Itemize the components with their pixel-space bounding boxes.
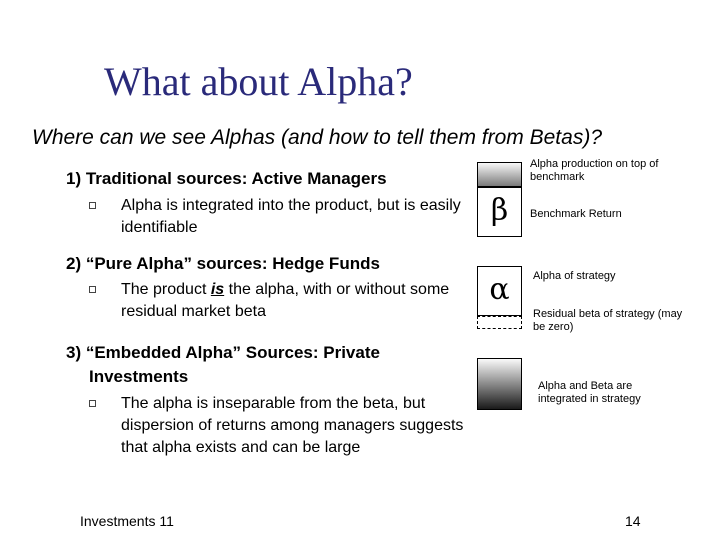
section-2-bullet <box>121 279 466 323</box>
page-number: 14 <box>625 513 641 529</box>
label-benchmark: Benchmark Return <box>530 208 622 220</box>
label-alpha-top: Alpha production on top of benchmark <box>530 158 659 183</box>
integrated-gradient-box <box>477 358 522 410</box>
beta-box <box>477 187 522 237</box>
slide-subtitle: Where can we see Alphas (and how to tell them from Betas)? <box>32 126 602 149</box>
section-3-heading-line-2: Investments <box>89 367 189 386</box>
alpha-box <box>477 266 522 316</box>
section-1-heading: 1) Traditional sources: Active Managers <box>66 169 387 188</box>
label-residual-beta: Residual beta of strategy (may be zero) <box>533 308 683 333</box>
section-3-heading-line-1: 3) “Embedded Alpha” Sources: Private <box>66 343 380 362</box>
footer-course: Investments 11 <box>80 513 174 529</box>
slide-title: What about Alpha? <box>104 59 413 104</box>
label-alpha-strategy: Alpha of strategy <box>533 270 616 282</box>
section-2-bullet-text-post: the alpha, with or without some residual market beta <box>121 281 450 320</box>
section-2-heading: 2) “Pure Alpha” sources: Hedge Funds <box>66 254 380 273</box>
residual-beta-box <box>477 316 522 329</box>
section-2-bullet-text-pre: The product <box>121 281 211 298</box>
section-1-bullet-text: Alpha is integrated into the product, but is easily identifiable <box>121 197 461 236</box>
section-1-bullet <box>121 195 466 239</box>
section-3-bullet <box>121 393 466 459</box>
alpha-gradient-box <box>477 162 522 187</box>
beta-symbol: β <box>490 193 509 228</box>
bullet-square-icon <box>89 400 96 407</box>
bullet-square-icon <box>89 202 96 209</box>
section-2-bullet-emphasis: is <box>210 281 225 298</box>
label-integrated: Alpha and Beta are integrated in strategy <box>538 380 641 405</box>
alpha-symbol: α <box>489 272 510 307</box>
bullet-square-icon <box>89 286 96 293</box>
section-3-bullet-text: The alpha is inseparable from the beta, but dispersion of returns among managers suggests that alpha exists and can be large <box>121 395 464 456</box>
